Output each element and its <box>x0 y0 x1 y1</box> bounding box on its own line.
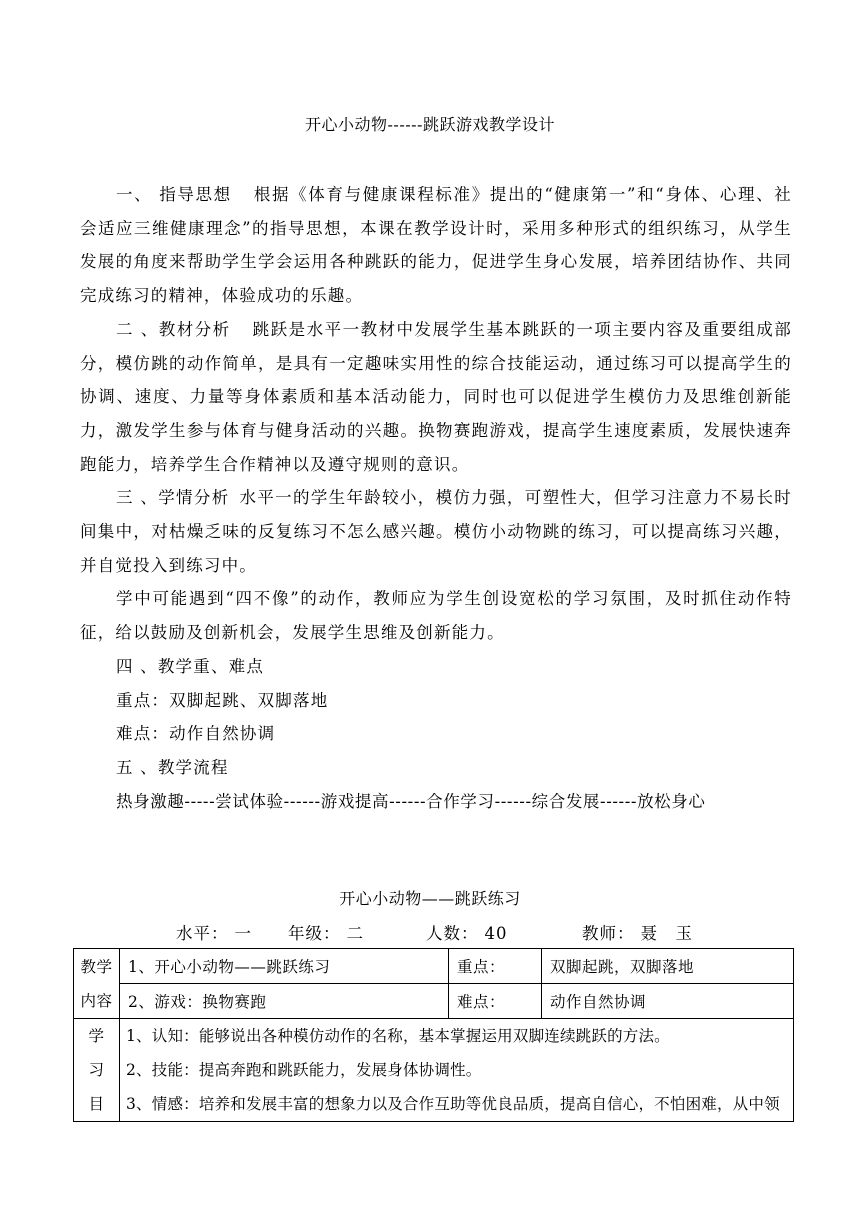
section-students-text: 水平一的学生年龄较小，模仿力强，可塑性大，但学习注意力不易长时间集中，对枯燥乏味的反复练习不怎么感兴趣。模仿小动物跳的练习，可以提高练习兴趣，并自觉投入到练习中。 <box>80 488 792 575</box>
objective-category-line: 习 <box>88 1061 105 1079</box>
section-key-points-heading: 四 、教学重、难点 <box>116 656 265 676</box>
meta-grade <box>288 920 364 944</box>
lesson-title: 开心小动物——跳跃练习 <box>339 889 521 908</box>
objectives-cell <box>120 1019 794 1122</box>
key-point-text: 重点：双脚起跳、双脚落地 <box>116 690 329 710</box>
meta-level <box>176 920 252 944</box>
objective-category-line: 学 <box>88 1027 105 1045</box>
meta-teacher-label: 教师： <box>582 924 635 943</box>
meta-level-label: 水平： <box>176 924 229 943</box>
meta-level-value: 一 <box>234 924 252 943</box>
content-item-cell: 1、开心小动物——跳跃练习 <box>120 949 449 984</box>
document-title: 开心小动物------跳跃游戏教学设计 <box>305 115 555 134</box>
section-students-label: 三 、学情分析 <box>116 488 230 508</box>
table-row <box>74 949 794 984</box>
section-material-text: 跳跃是水平一教材中发展学生基本跳跃的一项主要内容及重要组成部分，模仿跳的动作简单，是具有一定趣味实用性的综合技能运动，通过练习可以提高学生的协调、速度、力量等身体素质和基本活动能力，同时也可以促进学生模仿力及思维创新能力，激发学生参与体育与健身活动的兴趣。换物赛跑游戏，提高学生速度素质，发展快速奔跑能力，培养学生合作精神以及遵守规则的意识。 <box>80 319 792 474</box>
section-process-text: 热身激趣-----尝试体验------游戏提高------合作学习------综合发展------放松身心 <box>116 791 706 811</box>
content-category-line: 教学 <box>80 957 113 976</box>
key-label-cell: 重点： <box>449 949 542 984</box>
objective-category-cell <box>74 1019 120 1122</box>
table-row <box>74 984 794 1019</box>
section-material <box>80 313 792 482</box>
section-material-label: 二 、教材分析 <box>116 319 231 339</box>
meta-count-value: 40 <box>484 924 508 943</box>
section-guiding-text: 根据《体育与健康课程标准》提出的“健康第一”和“身体、心理、社会适应三维健康理念”的指导思想，本课在教学设计时，采用多种形式的组织练习，从学生发展的角度来帮助学生学会运用各种跳跃的能力，促进学生身心发展，培养团结协作、共同完成练习的精神，体验成功的乐趣。 <box>80 185 792 306</box>
difficult-label-cell: 难点： <box>449 984 542 1019</box>
objective-line: 2、技能：提高奔跑和跳跃能力，发展身体协调性。 <box>126 1061 482 1079</box>
meta-grade-value: 二 <box>346 924 364 943</box>
lesson-meta <box>0 920 860 946</box>
section-guiding <box>80 178 792 313</box>
content-category-line: 内容 <box>80 991 113 1010</box>
objective-line: 3、情感：培养和发展丰富的想象力以及合作互助等优良品质，提高自信心，不怕困难，从中领 <box>126 1095 780 1113</box>
objective-line: 1、认知：能够说出各种模仿动作的名称，基本掌握运用双脚连续跳跃的方法。 <box>126 1027 670 1045</box>
content-item-cell: 2、游戏：换物赛跑 <box>120 984 449 1019</box>
meta-grade-label: 年级： <box>288 924 341 943</box>
meta-teacher-value: 聂 玉 <box>640 924 693 943</box>
section-students-extra: 学中可能遇到“四不像”的动作，教师应为学生创设宽松的学习氛围，及时抓住动作特征，给以鼓励及创新机会，发展学生思维及创新能力。 <box>80 589 792 643</box>
section-process-heading: 五 、教学流程 <box>116 757 229 777</box>
meta-count <box>426 920 508 944</box>
table-row <box>74 1019 794 1122</box>
meta-count-label: 人数： <box>426 924 479 943</box>
section-guiding-label: 一、 指导思想 <box>116 185 232 204</box>
key-value-cell: 双脚起跳，双脚落地 <box>542 949 794 984</box>
table-bottom-edge <box>73 1121 794 1122</box>
meta-teacher <box>582 920 693 944</box>
document-body <box>80 178 792 818</box>
objective-category-line: 目 <box>88 1095 105 1113</box>
difficult-point-text: 难点：动作自然协调 <box>116 724 276 744</box>
difficult-value-cell: 动作自然协调 <box>542 984 794 1019</box>
content-category-cell <box>74 949 120 1019</box>
section-students <box>80 481 792 582</box>
lesson-table <box>73 948 794 1121</box>
